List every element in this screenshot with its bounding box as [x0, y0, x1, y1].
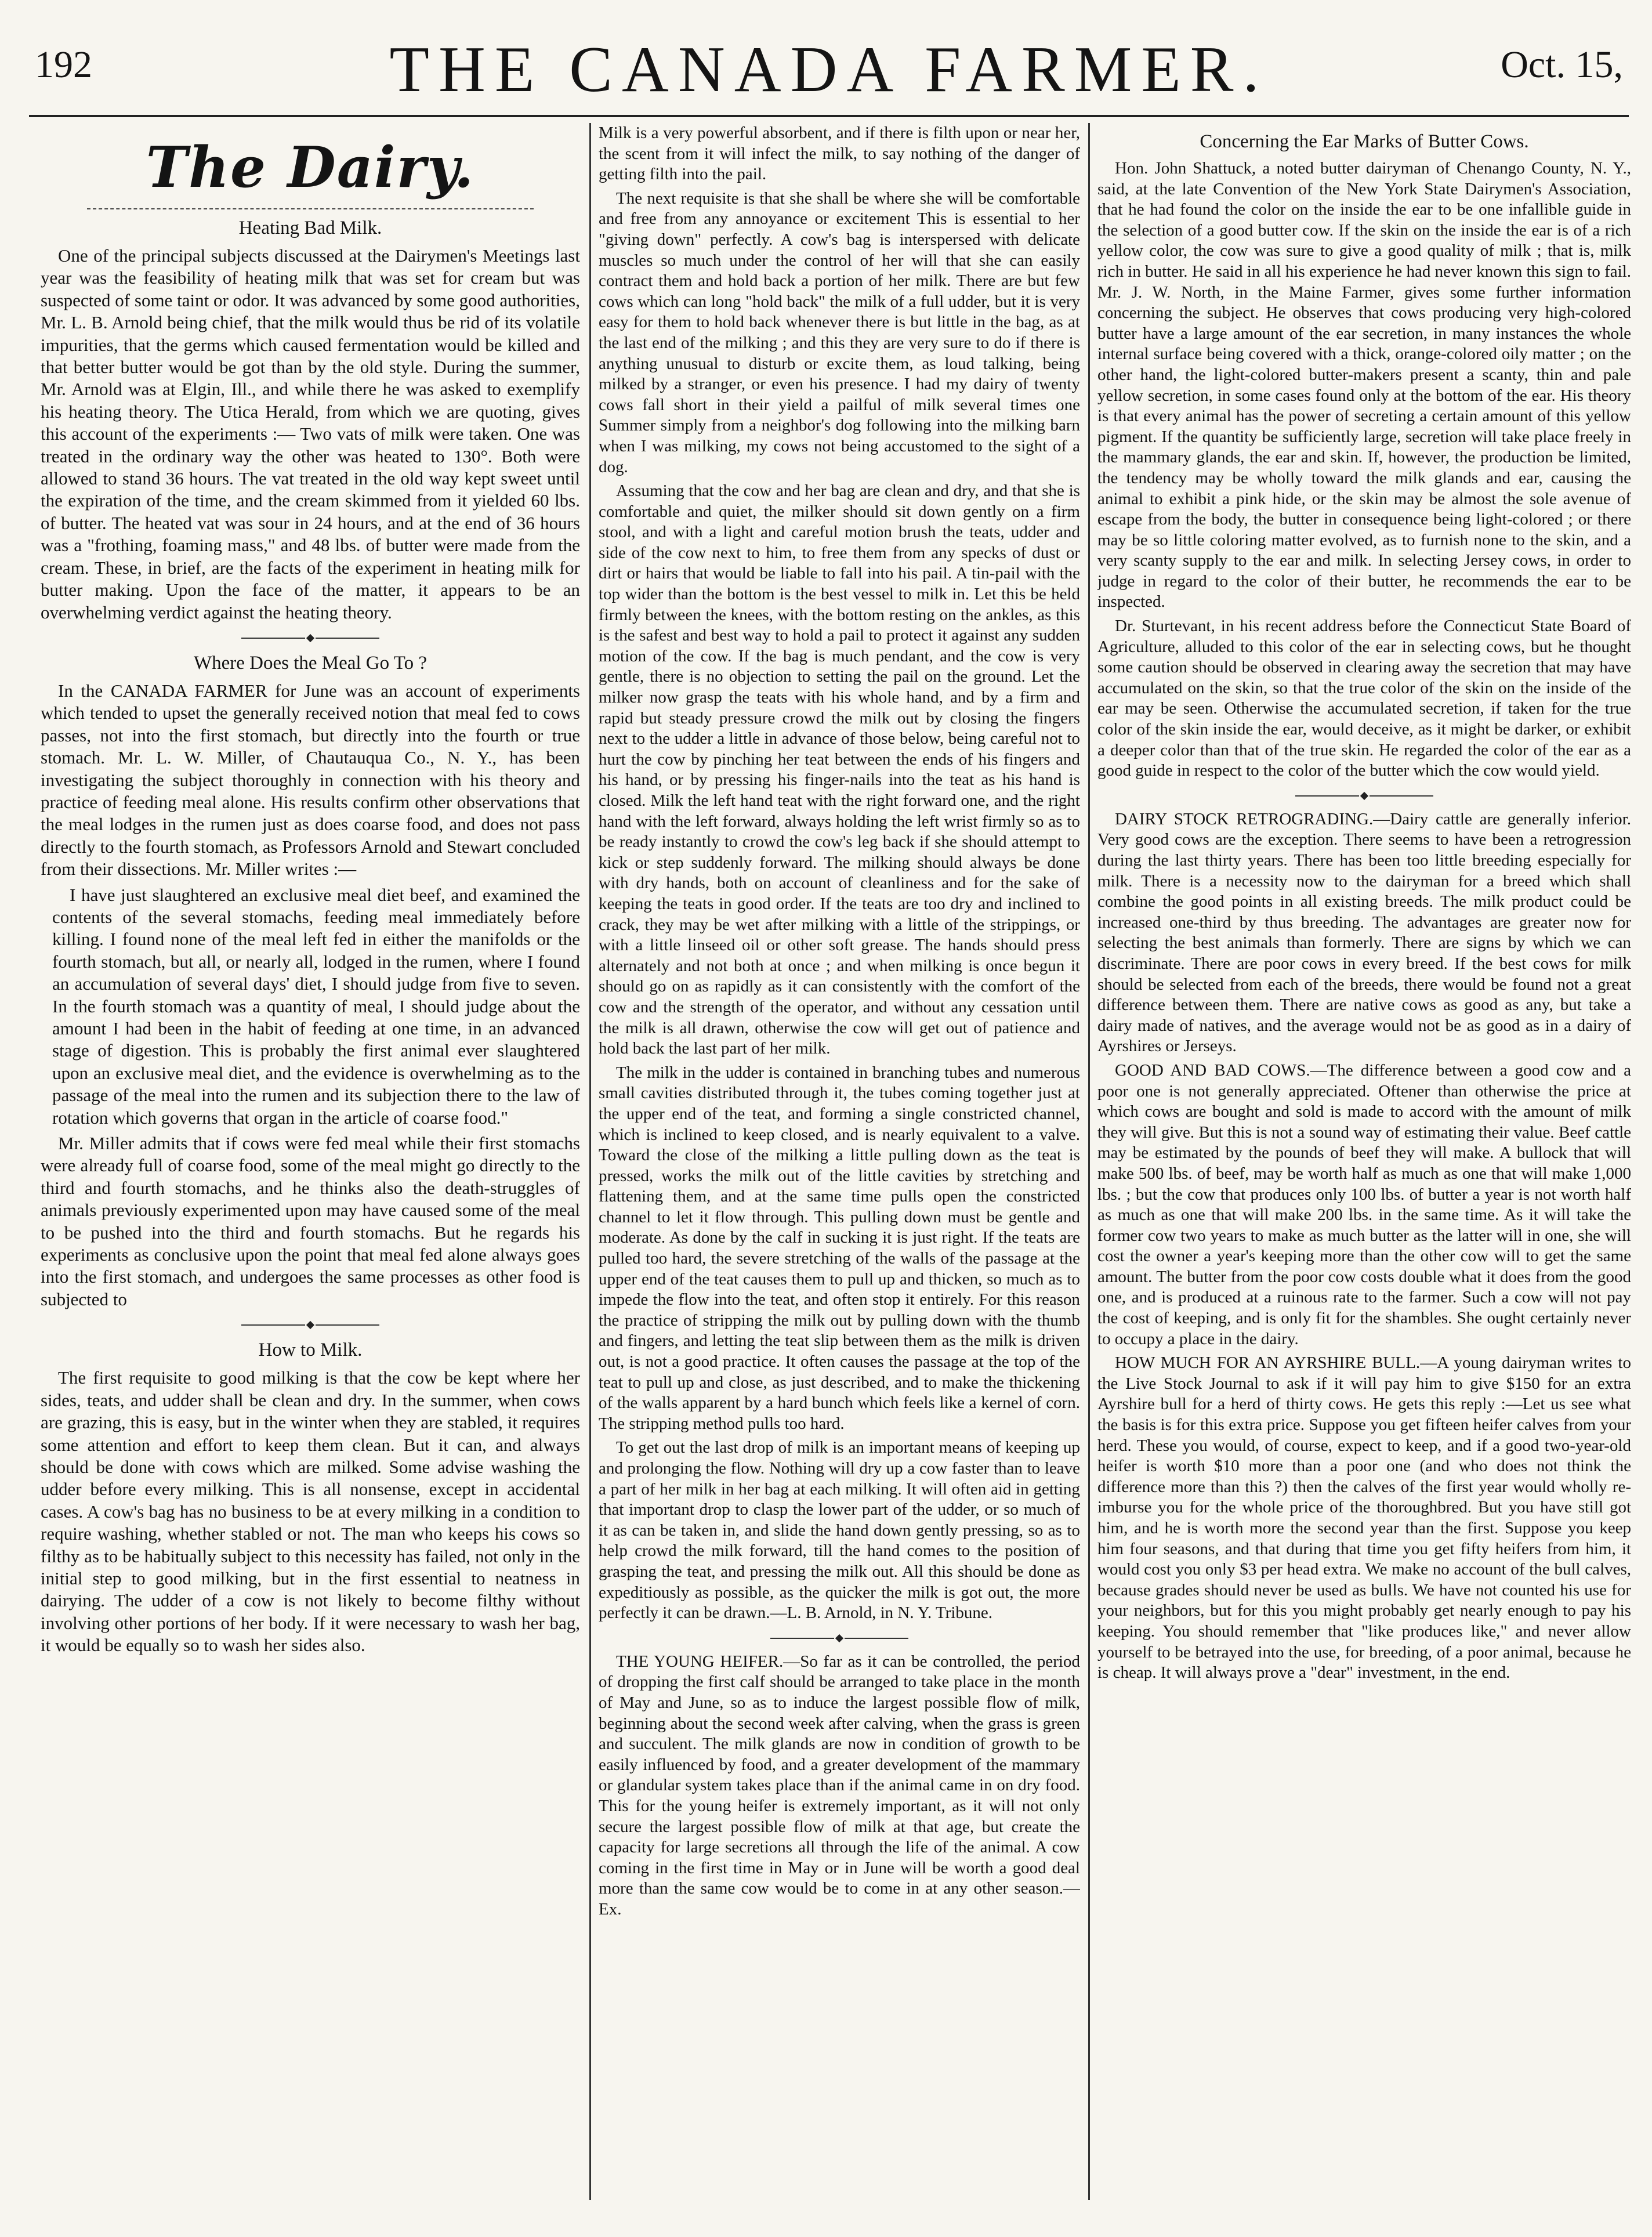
page-number: 192 — [35, 44, 92, 86]
paragraph-lead: THE YOUNG HEIFER. — [616, 1652, 784, 1671]
article-paragraph: One of the principal subjects discussed at the Dairymen's Meetings last year was the feasibility of heating milk that was set for cream but was suspected of some taint or odor. It was advanced by some good authorities, Mr. L. B. Arnold being chief, that the milk would thus be rid of its volatile impurities, that the germs which caused fermentation would be killed and that better butter would be got than by the old style. During the summer, Mr. Arnold was at Elgin, Ill., and while there he was asked to exemplify his heating theory. The Utica Herald, from which we are quoting, gives this account of the experiments :— Two vats of milk were taken. One was treated in the ordinary way the other was heated to 130°. Both were allowed to stand 36 hours. The vat treated in the old way kept sweet until the expiration of the time, and the cream skimmed from it yielded 60 lbs. of butter. The heated vat was sour in 24 hours, and at the end of 36 hours was a "frothing, foaming mass," and 48 lbs. of butter were made from the cream. These, in brief, are the facts of the experiment in heating milk for butter making. Upon the face of the matter, it appears to be an overwhelming verdict against the heating theory. — [41, 245, 580, 622]
paragraph-body: —A young dairyman writes to the Live Stock Journal to ask if it will pay him to give $150 for an extra Ayrshire bull for a herd of thirty cows. He gets this reply :—Let us see what the basis is for this extra price. Suppose you get fifteen heifer calves from your herd. These you would, of course, expect to keep, and if a good two-year-old heifer is worth $10 more than a poor one (and who does not think the difference more than this ?) then the calves of the first year would wholly re-imburse you for the whole price of the thoroughbred. But you have still got him, and he is worth more the second year than the first. Suppose you keep him four seasons, and that during that time you get fifty heifers from him, it would cost you only $3 per head extra. We make no account of the bull calves, because grades should never be used as bulls. We have not counted his use for your neighbors, but for this you might probably get nearly enough to pay his keeping. You should remember that "like produces like," and never allow yourself to be betrayed into the use, for breeding, of a poor animal, because he is cheap. It will always prove a "dear" investment, in the end. — [1097, 1353, 1631, 1682]
paragraph-lead: GOOD AND BAD COWS. — [1115, 1060, 1310, 1080]
article-title-how-to-milk: How to Milk. — [258, 1340, 363, 1361]
paragraph-body: —So far as it can be controlled, the period of dropping the first calf should be arranged to take place in the month of May and June, so as to induce the largest possible flow of milk, beginning about the second week after calving, when the grass is green and succulent. The milk glands are now in condition of growth to be easily influenced by food, and a greater development of the mammary or glandular system takes place than if the animal came in on dry food. This for the young heifer is extremely important, as it will not only secure the largest possible flow of milk at that age, but create the capacity for large secretions all through the life of the animal. A cow coming in the first time in May or in June will be worth a good deal more than the same cow would be to come in at any other season.—Ex. — [599, 1652, 1080, 1919]
paragraph-lead: HOW MUCH FOR AN AYRSHIRE BULL. — [1115, 1353, 1421, 1373]
article-paragraph: The next requisite is that she shall be where she will be comfortable and free from any annoyance or excitement This is essential to her "giving down" perfectly. A cow's bag is interspersed with delicate muscles so much under the control of her will that she can easily contract them and hold back a portion of her milk. There are but few cows which can long "hold back" the milk of a full udder, but it is very easy for them to hold back whenever there is but little in the bag, as at the last end of the milking ; and this they are very sure to do if there is anything unusual to disturb or excite them, as loud talking, being milked by a stranger, or even his presence. I had my dairy of twenty cows fall short in their yield a pailful of milk several times one Summer simply from a neighbor's dog following into the milking barn when I was milking, my cows not being accustomed to the sight of a dog. — [599, 189, 1080, 476]
masthead-rule — [29, 115, 1629, 117]
article-paragraph: Hon. John Shattuck, a noted butter dairyman of Chenango County, N. Y., said, at the late Convention of the New York State Dairymen's Association, that he had found the color on the inside the ear to be one infallible guide in the selection of a good butter cow. If the skin on the inside the ear is of a rich yellow color, the cow was sure to give a good quality of milk ; that is, milk rich in butter. He said in all his experience he had never known this sign to fail. Mr. J. W. North, in the Maine Farmer, gives some further information concerning the subject. He observes that cows producing very high-colored butter have a large amount of the ear secretion, in many instances the whole internal surface being covered with a thick, orange-colored oily matter ; on the other hand, the light-colored butter-makers present a scanty, thin and pale yellow secretion, in some cases found only at the bottom of the ear. His theory is that every animal has the power of secreting a certain amount of this yellow pigment. If the quantity be sufficiently large, secretion will take place freely in the mammary glands, the ear and skin. If, however, the production be limited, the tendency may be wholly toward the milk glands and ear, causing the animal to exhibit a pink hide, or the skin may be almost the sole avenue of escape from the body, the butter in consequence being light-colored ; or there may be so little coloring matter evolved, as to furnish none to the skin, and a very scanty supply to the ear and milk. In selecting Jersey cows, in order to judge in regard to the color of their butter, he recommends the ear to be inspected. — [1097, 159, 1631, 611]
quoted-paragraph: I have just slaughtered an exclusive meal diet beef, and examined the contents of the several stomachs, feeding meal immediately before killing. I found none of the meal left fed in either the manifolds or the fourth stomach, but all, or nearly all, lodged in the rumen, where I found an accumulation of several days' diet, I should judge from five to seven. In the fourth stomach was a quantity of meal, I should judge about the amount I had been in the habit of feeding at one time, in an advanced stage of digestion. This is probably the first animal ever slaughtered upon an exclusive meal diet, and the evidence is overwhelming as to the passage of the meal into the rumen and its subjection there to the law of rotation which governs that organ in the article of coarse food." — [52, 884, 580, 1128]
article-paragraph-dairy-stock — [1097, 809, 1631, 1057]
article-title-ear-marks: Concerning the Ear Marks of Butter Cows. — [1200, 131, 1529, 152]
article-separator — [41, 629, 580, 645]
article-title-meal: Where Does the Meal Go To ? — [193, 652, 428, 674]
article-paragraph-ayrshire-bull — [1097, 1353, 1631, 1684]
article-paragraph: The first requisite to good milking is that the cow be kept where her sides, teats, and udder shall be clean and dry. In the summer, when cows are grazing, this is easy, but in the winter when they are stabled, it requires some attention and effort to keep them clean. But it can, and always should be done with cows which are milked. Some advise washing the udder before every milking. This is all nonsense, except in accidental cases. A cow's bag has no business to be at every milking in a condition to require washing, whether stabled or not. The man who keeps his cows so filthy as to be habitually subject to this necessity has failed, not only in the initial step to good milking, but in the first essential to neatness in dairying. The udder of a cow is not likely to become filthy without involving other portions of her body. If it were necessary to wash her bag, it would be equally so to wash her sides also. — [41, 1367, 580, 1656]
column-3 — [1097, 123, 1631, 2211]
paragraph-body: —Dairy cattle are generally inferior. Very good cows are the exception. There seems to have been a retrogression during the last thirty years. There has been too little breeding especially for milk. There is a necessity now to the dairyman for a breed which shall combine the good points in all existing breeds. The milk product could be increased one-third by thus breeding. The advantages are greater now for selecting the best animals than formerly. There are signs by which we can discriminate. There are poor cows in every breed. If the best cows for milk should be selected from each of the breeds, there would be found not a great difference between them. There are native cows as good as any, but take a dairy made of natives, and the average would not be as good as in a dairy of Ayrshires or Jerseys. — [1097, 809, 1631, 1056]
paragraph-lead: DAIRY STOCK RETROGRADING. — [1115, 809, 1374, 828]
article-separator — [599, 1630, 1080, 1645]
column-1 — [41, 123, 580, 2211]
article-paragraph: Dr. Sturtevant, in his recent address before the Connecticut State Board of Agriculture, alluded to this color of the ear in selecting cows, but he thought some caution should be observed in clearing away the secretion that may have accumulated on the skin, so that the true color of the skin on the inside of the ear may be seen. Otherwise the accumulated secretion, if taken for the true color of the skin inside the ear, would deceive, as it might be darker, or exhibit a deeper color than that of the true skin. He regarded the color of the ear as a good guide in respect to the color of the butter which the cow would yield. — [1097, 617, 1631, 780]
article-paragraph: Assuming that the cow and her bag are clean and dry, and that she is comfortable and quiet, the milker should sit down gently on a firm stool, and with a light and careful motion brush the teats, udder and side of the cow next to him, to free them from any specks of dust or dirt or hairs that would be liable to fall into his pail. A tin-pail with the top wider than the bottom is the best vessel to milk in. Let this be held firmly between the knees, with the bottom resting on the ankles, as this is the safest and best way to hold a pail to protect it against any sudden motion of the cow. If the bag is much pendant, and the cow is very gentle, there is no objection to setting the pail on the ground. Let the milker now grasp the teats with his whole hand, and by a firm and rapid but steady pressure crowd the milk out by closing the fingers next to the udder a little in advance of those below, being careful not to hurt the cow by pinching her teat between the ends of his fingers and his hand, or by pressing his finger-nails into the teat as his hand is closed. Milk the left hand teat with the right forward one, and the right hand with the left forward, always holding the left wrist firmly so as to be ready instantly to crowd the cow's leg back if she should attempt to kick or step suddenly forward. The milking should always be done with dry hands, both on account of cleanliness and for the sake of keeping the teats in good order. If the teats are too dry and inclined to crack, they may be wet after milking with a little of the strippings, or with a little linseed oil or other soft grease. The hands should press alternately and not both at once ; and when milking is once begun it should go on as rapidly as it can consistently with the comfort of the cow and the strength of the operator, and without any cessation until the milk is all drawn, otherwise the cow will get out of patience and hold back the last part of her milk. — [599, 482, 1080, 1058]
article-separator — [1097, 787, 1631, 802]
issue-date: Oct. 15, — [1501, 44, 1623, 86]
column-rule-1 — [589, 123, 591, 2200]
column-rule-2 — [1088, 123, 1090, 2200]
section-title: The Dairy. — [146, 135, 475, 200]
article-separator — [41, 1316, 580, 1331]
newspaper-title: THE CANADA FARMER. — [389, 34, 1269, 106]
section-divider — [87, 208, 534, 209]
article-paragraph-good-bad-cows — [1097, 1060, 1631, 1349]
article-paragraph: The milk in the udder is contained in branching tubes and numerous small cavities distributed through it, the tubes coming together just at the upper end of the teat, and forming a single constricted channel, which is inclined to keep closed, and is nearly equivalent to a valve. Toward the close of the milking a little pulling down as the teat is pressed, works the milk out of the little cavities by stretching and flattening them, and at the same time pulls open the constricted channel to let it flow through. This pulling down must be gentle and moderate. As done by the calf in sucking it is just right. If the teats are pulled too hard, the severe stretching of the walls of the passage at the upper end of the teat causes them to pull up and thicken, so much as to impede the flow into the teat, and often stop it entirely. For this reason the practice of stripping the milk out by pulling down with the thumb and fingers, and letting the teat slip between them as the milk is driven out, is not a good practice. It often causes the passage at the top of the teat to pull up and close, as just described, and to make the thickening of the walls apparent by a hard bunch which feels like a kernel of corn. The stripping method pulls too hard. — [599, 1063, 1080, 1433]
article-title-heating-bad-milk: Heating Bad Milk. — [238, 218, 382, 238]
article-paragraph: Milk is a very powerful absorbent, and if there is filth upon or near her, the scent from it will infect the milk, to say nothing of the danger of getting filth into the pail. — [599, 124, 1080, 184]
masthead — [29, 21, 1629, 108]
paragraph-body: —The difference between a good cow and a poor one is not generally appreciated. Oftener than otherwise the price at which cows are bought and sold is made to accord with the amount of milk they will give. But this is not a sound way of estimating their value. Beef cattle may be estimated by the pounds of beef they will make. A bullock that will make 500 lbs. of beef, may be worth half as much as one that will make 1,000 lbs. ; but the cow that produces only 100 lbs. of butter a year is not worth half as much as one that will make 200 lbs. in the same time. As it will take the former cow two years to make as much butter as the latter will in one, she will cost the owner a year's keeping more than the other cow will to get the same amount. The butter from the poor cow costs double what it does from the good one, and is produced at a ruinous rate to the farmer. Such a cow will not pay the cost of keeping, and is only fit for the shambles. She ought certainly never to occupy a place in the dairy. — [1097, 1060, 1631, 1348]
article-paragraph: In the CANADA FARMER for June was an account of experiments which tended to upset the generally received notion that meal fed to cows passes, not into the first stomach, but directly into the fourth or true stomach. Mr. L. W. Miller, of Chautauqua Co., N. Y., has been investigating the subject thoroughly in connection with his theory and practice of feeding meal alone. His results confirm other observations that the meal lodges in the rumen just as does coarse food, and does not pass directly to the fourth stomach, as Professors Arnold and Stewart concluded from their dissections. Mr. Miller writes :— — [41, 680, 580, 879]
column-2 — [599, 123, 1080, 2211]
article-paragraph-young-heifer — [599, 1652, 1080, 1920]
article-paragraph: Mr. Miller admits that if cows were fed meal while their first stomachs were already full of coarse food, some of the meal might go directly to the third and fourth stomachs, and he thinks also the death-struggles of animals previously experimented upon may have caused some of the meal to be pushed into the third and fourth stomachs. But he regards his experiments as conclusive upon the point that meal fed alone always goes into the first stomach, and undergoes the same processes as other food is subjected to — [41, 1133, 580, 1309]
article-paragraph: To get out the last drop of milk is an important means of keeping up and prolonging the flow. Nothing will dry up a cow faster than to leave a part of her milk in her bag at each milking. It will often aid in getting that important drop to clasp the lower part of the udder, or so much of it as can be taken in, and slide the hand down gently pressing, so as to help crowd the milk forward, till the hand comes to the position of grasping the teat, and pressing the milk out. All this should be done as expeditiously as possible, as the quicker the milk is got out, the more perfectly it can be drawn.—L. B. Arnold, in N. Y. Tribune. — [599, 1438, 1080, 1623]
